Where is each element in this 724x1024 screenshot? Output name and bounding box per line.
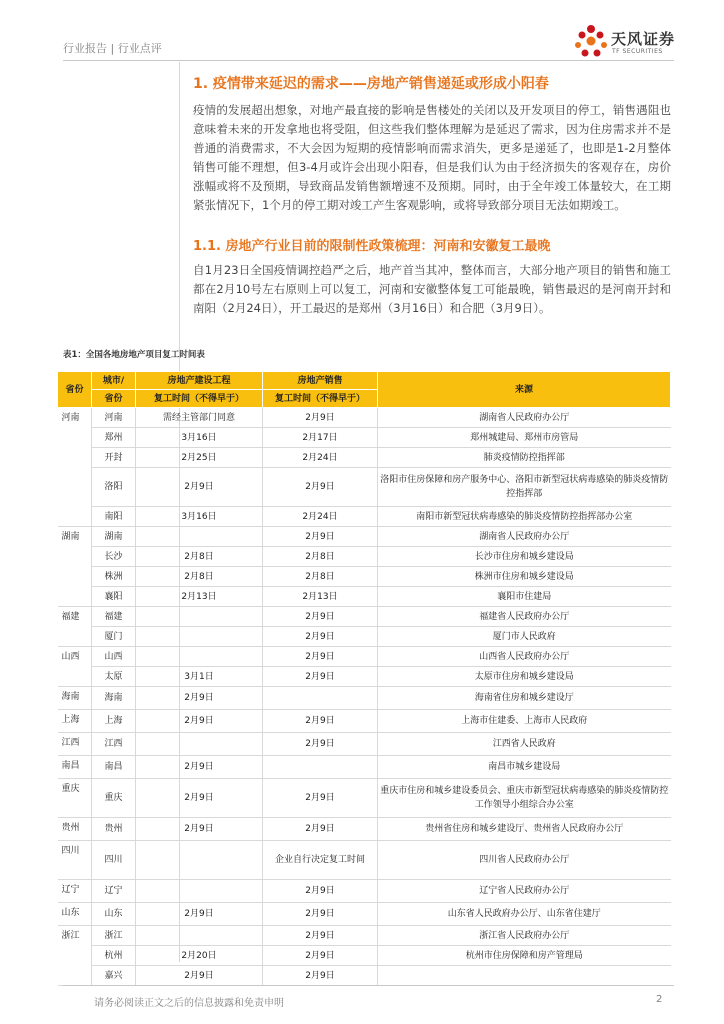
table-row xyxy=(58,779,671,818)
construction-date-cell xyxy=(136,733,263,756)
city-cell: 上海 xyxy=(92,710,136,733)
source-cell xyxy=(378,966,671,986)
construction-date-cell: 2月9日 xyxy=(136,903,263,926)
city-cell: 洛阳 xyxy=(92,468,136,507)
footer-disclaimer: 请务必阅读正文之后的信息披露和免责申明 xyxy=(94,998,284,1009)
source-cell: 辽宁省人民政府办公厅 xyxy=(378,880,671,903)
logo-text-en: TF SECURITIES xyxy=(612,48,663,55)
sales-date-cell xyxy=(263,687,378,710)
table-row xyxy=(58,946,671,966)
province-cell: 四川 xyxy=(58,841,92,880)
header-source: 来源 xyxy=(378,372,671,408)
source-cell: 山东省人民政府办公厅、山东省住建厅 xyxy=(378,903,671,926)
city-cell: 厦门 xyxy=(92,627,136,647)
sales-date-cell: 2月9日 xyxy=(263,408,378,428)
city-cell: 山西 xyxy=(92,647,136,667)
source-cell: 湖南省人民政府办公厅 xyxy=(378,408,671,428)
sales-date-cell: 2月13日 xyxy=(263,587,378,607)
table-row xyxy=(58,647,671,667)
city-cell: 四川 xyxy=(92,841,136,880)
sales-date-cell: 2月9日 xyxy=(263,733,378,756)
table-row xyxy=(58,527,671,547)
header-city-b: 省份 xyxy=(92,390,136,408)
source-cell: 四川省人民政府办公厅 xyxy=(378,841,671,880)
table-row xyxy=(58,880,671,903)
table-row xyxy=(58,627,671,647)
city-cell: 海南 xyxy=(92,687,136,710)
construction-date-cell: 2月9日 xyxy=(136,756,263,779)
sales-date-cell: 2月9日 xyxy=(263,880,378,903)
table-row xyxy=(58,926,671,946)
province-cell: 辽宁 xyxy=(58,880,92,903)
source-cell: 重庆市住房和城乡建设委员会、重庆市新型冠状病毒感染的肺炎疫情防控工作领导小组综合办公室 xyxy=(378,779,671,818)
construction-date-cell: 2月25日 xyxy=(136,448,263,468)
city-cell: 开封 xyxy=(92,448,136,468)
construction-date-cell: 3月16日 xyxy=(136,507,263,527)
source-cell: 杭州市住房保障和房产管理局 xyxy=(378,946,671,966)
header-construction-a: 房地产建设工程 xyxy=(136,372,263,390)
province-cell: 浙江 xyxy=(58,926,92,986)
sales-date-cell: 2月9日 xyxy=(263,468,378,507)
sales-date-cell: 2月9日 xyxy=(263,926,378,946)
section-1-paragraph: 疫情的发展超出想象，对地产最直接的影响是售楼处的关闭以及开发项目的停工，销售遇阻也意味着未来的开发拿地也将受阻，但这些我们整体理解为是延迟了需求，因为住房需求并不是普通的消费需求，不大会因为短期的疫情影响而需求消失，更多是递延了，也即是1-2月整体销售可能不理想，但3-4月或许会出现小阳春，但是我们认为由于经济损失的客观存在，房价涨幅或将不及预期，导致商品发销售额增速不及预期。同时，由于全年竣工体量较大，在工期紧张情况下，1个月的停工期对竣工产生客观影响，或将导致部分项目无法如期竣工。 xyxy=(193,103,671,212)
source-cell: 襄阳市住建局 xyxy=(378,587,671,607)
sales-date-cell: 2月24日 xyxy=(263,507,378,527)
sales-date-cell xyxy=(263,756,378,779)
header-sales-b: 复工时间（不得早于） xyxy=(263,390,378,408)
source-cell: 海南省住房和城乡建设厅 xyxy=(378,687,671,710)
sales-date-cell: 2月8日 xyxy=(263,547,378,567)
province-cell: 南昌 xyxy=(58,756,92,779)
header-sales-a: 房地产销售 xyxy=(263,372,378,390)
city-cell: 湖南 xyxy=(92,527,136,547)
source-cell: 洛阳市住房保障和房产服务中心、洛阳市新型冠状病毒感染的肺炎疫情防控指挥部 xyxy=(378,468,671,507)
logo-text-cn: 天风证券 xyxy=(611,30,676,48)
province-cell: 湖南 xyxy=(58,527,92,607)
construction-date-cell: 2月13日 xyxy=(136,587,263,607)
construction-date-cell: 3月16日 xyxy=(136,428,263,448)
province-cell: 福建 xyxy=(58,607,92,647)
brand-logo xyxy=(571,24,681,60)
header-city-a: 城市/ xyxy=(92,372,136,390)
province-cell: 上海 xyxy=(58,710,92,733)
table-row xyxy=(58,567,671,587)
source-cell: 浙江省人民政府办公厅 xyxy=(378,926,671,946)
source-cell: 株洲市住房和城乡建设局 xyxy=(378,567,671,587)
construction-date-cell: 2月9日 xyxy=(136,779,263,818)
construction-date-cell: 2月8日 xyxy=(136,567,263,587)
province-cell: 河南 xyxy=(58,408,92,527)
city-cell: 襄阳 xyxy=(92,587,136,607)
table-row xyxy=(58,710,671,733)
construction-date-cell: 2月9日 xyxy=(136,468,263,507)
table-caption: 表1：全国各地房地产项目复工时间表 xyxy=(63,350,205,360)
report-category: 行业报告 | 行业点评 xyxy=(63,42,162,55)
sales-date-cell: 2月9日 xyxy=(263,607,378,627)
province-cell: 重庆 xyxy=(58,779,92,818)
source-cell: 江西省人民政府 xyxy=(378,733,671,756)
city-cell: 山东 xyxy=(92,903,136,926)
construction-date-cell xyxy=(136,627,263,647)
table-row xyxy=(58,733,671,756)
province-cell: 江西 xyxy=(58,733,92,756)
source-cell: 贵州省住房和城乡建设厅、贵州省人民政府办公厅 xyxy=(378,818,671,841)
sales-date-cell: 2月17日 xyxy=(263,428,378,448)
sales-date-cell: 2月24日 xyxy=(263,448,378,468)
table-row xyxy=(58,587,671,607)
construction-date-cell xyxy=(136,647,263,667)
construction-date-cell: 2月9日 xyxy=(136,818,263,841)
source-cell: 南阳市新型冠状病毒感染的肺炎疫情防控指挥部办公室 xyxy=(378,507,671,527)
sales-date-cell: 2月8日 xyxy=(263,567,378,587)
sales-date-cell: 2月9日 xyxy=(263,527,378,547)
source-cell: 上海市住建委、上海市人民政府 xyxy=(378,710,671,733)
table-row xyxy=(58,687,671,710)
city-cell: 辽宁 xyxy=(92,880,136,903)
construction-date-cell: 3月1日 xyxy=(136,667,263,687)
city-cell: 福建 xyxy=(92,607,136,627)
source-cell: 肺炎疫情防控指挥部 xyxy=(378,448,671,468)
table-row xyxy=(58,547,671,567)
table-row xyxy=(58,448,671,468)
construction-date-cell xyxy=(136,607,263,627)
sales-date-cell: 2月9日 xyxy=(263,647,378,667)
construction-date-cell: 需经主管部门同意 xyxy=(136,408,263,428)
page-number: 2 xyxy=(656,994,663,1005)
sales-date-cell: 2月9日 xyxy=(263,667,378,687)
city-cell: 嘉兴 xyxy=(92,966,136,986)
table-row xyxy=(58,607,671,627)
sales-date-cell: 企业自行决定复工时间 xyxy=(263,841,378,880)
construction-date-cell xyxy=(136,880,263,903)
sales-date-cell: 2月9日 xyxy=(263,779,378,818)
section-1-1-paragraph: 自1月23日全国疫情调控趋严之后，地产首当其冲，整体而言，大部分地产项目的销售和施工都在2月10号左右原则上可以复工，河南和安徽整体复工可能最晚，销售最迟的是河南开封和南阳（2月24日），开工最迟的是郑州（3月16日）和合肥（3月9日）。 xyxy=(193,263,671,315)
city-cell: 江西 xyxy=(92,733,136,756)
province-cell: 山东 xyxy=(58,903,92,926)
footer-divider xyxy=(63,985,674,986)
sales-date-cell: 2月9日 xyxy=(263,966,378,986)
city-cell: 浙江 xyxy=(92,926,136,946)
city-cell: 南昌 xyxy=(92,756,136,779)
construction-date-cell: 2月9日 xyxy=(136,687,263,710)
city-cell: 南阳 xyxy=(92,507,136,527)
header-divider xyxy=(63,60,674,61)
table-row xyxy=(58,468,671,507)
table-row xyxy=(58,428,671,448)
sales-date-cell: 2月9日 xyxy=(263,903,378,926)
header-construction-b: 复工时间（不得早于） xyxy=(136,390,263,408)
source-cell: 山西省人民政府办公厅 xyxy=(378,647,671,667)
city-cell: 贵州 xyxy=(92,818,136,841)
source-cell: 长沙市住房和城乡建设局 xyxy=(378,547,671,567)
table-row xyxy=(58,818,671,841)
city-cell: 株洲 xyxy=(92,567,136,587)
construction-date-cell xyxy=(136,926,263,946)
construction-date-cell xyxy=(136,527,263,547)
table-row xyxy=(58,667,671,687)
source-cell: 南昌市城乡建设局 xyxy=(378,756,671,779)
section-1-title: 1. 疫情带来延迟的需求——房地产销售递延或形成小阳春 xyxy=(193,76,549,92)
city-cell: 河南 xyxy=(92,408,136,428)
table-row xyxy=(58,841,671,880)
city-cell: 杭州 xyxy=(92,946,136,966)
sales-date-cell: 2月9日 xyxy=(263,627,378,647)
province-cell: 山西 xyxy=(58,647,92,687)
province-cell: 贵州 xyxy=(58,818,92,841)
sales-date-cell: 2月9日 xyxy=(263,946,378,966)
construction-date-cell: 2月9日 xyxy=(136,710,263,733)
city-cell: 重庆 xyxy=(92,779,136,818)
table-row xyxy=(58,756,671,779)
construction-date-cell: 2月9日 xyxy=(136,966,263,986)
construction-date-cell: 2月20日 xyxy=(136,946,263,966)
source-cell: 郑州城建局、郑州市房管局 xyxy=(378,428,671,448)
table-row xyxy=(58,507,671,527)
header-province: 省份 xyxy=(58,372,92,408)
source-cell: 福建省人民政府办公厅 xyxy=(378,607,671,627)
table-body xyxy=(58,408,671,986)
source-cell: 太原市住房和城乡建设局 xyxy=(378,667,671,687)
resumption-table xyxy=(57,371,671,986)
logo-mark-icon xyxy=(571,24,611,60)
source-cell: 湖南省人民政府办公厅 xyxy=(378,527,671,547)
sales-date-cell: 2月9日 xyxy=(263,710,378,733)
construction-date-cell: 2月8日 xyxy=(136,547,263,567)
city-cell: 郑州 xyxy=(92,428,136,448)
table-row xyxy=(58,408,671,428)
section-1-1-title: 1.1. 房地产行业目前的限制性政策梳理：河南和安徽复工最晚 xyxy=(193,239,551,254)
table-row xyxy=(58,966,671,986)
province-cell: 海南 xyxy=(58,687,92,710)
construction-date-cell xyxy=(136,841,263,880)
city-cell: 长沙 xyxy=(92,547,136,567)
table-row xyxy=(58,903,671,926)
city-cell: 太原 xyxy=(92,667,136,687)
sales-date-cell: 2月9日 xyxy=(263,818,378,841)
source-cell: 厦门市人民政府 xyxy=(378,627,671,647)
